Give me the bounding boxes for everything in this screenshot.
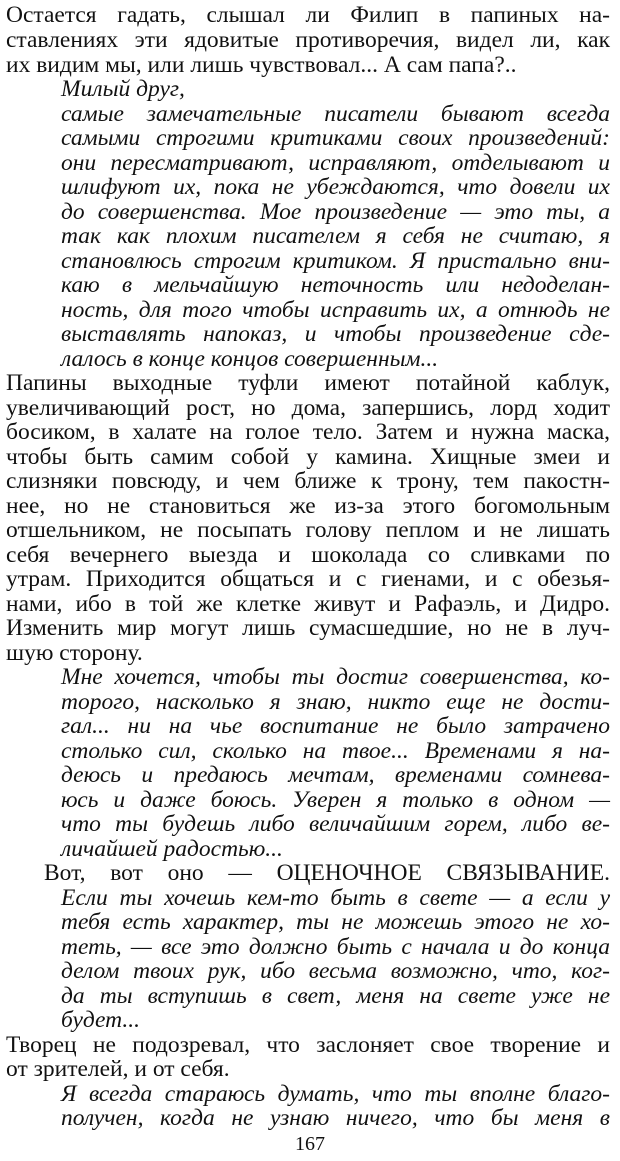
quote-line: теть, — все это должно быть с начала и до конца <box>61 934 610 960</box>
text-line: Творец не подозревал, что заслоняет свое творение и <box>6 1032 610 1058</box>
quote-line: становлюсь строгим критиком. Я пристально вни- <box>61 248 610 274</box>
quote-line: деюсь и предаюсь мечтам, временами сомнева- <box>61 762 610 788</box>
quote-line: делом твоих рук, ибо весьма возможно, что, ког- <box>61 958 610 984</box>
quote-line: личайшей радостью... <box>61 836 283 862</box>
quote-line: что ты будешь либо величайшим горем, либо ве- <box>61 811 610 837</box>
quote-line: лалось в конце концов совершенным... <box>61 346 439 372</box>
quote-line: да ты вступишь в свет, меня на свете уже не <box>61 983 610 1009</box>
text-line: Папины выходные туфли имеют потайной каблук, <box>6 370 610 396</box>
quote-line: самые замечательные писатели бывают всегда <box>61 101 610 127</box>
text-line: себя вечернего выезда и шоколада со сливками по <box>6 542 610 568</box>
text-line: босиком, в халате на голое тело. Затем и нужна маска, <box>6 419 610 445</box>
quote-line: получен, когда не узнаю ничего, что бы меня в <box>61 1105 610 1131</box>
text-line: Остается гадать, слышал ли Филип в папиных на- <box>6 2 610 28</box>
quote-line: самыми строгими критиками своих произведений: <box>61 125 610 151</box>
text-line: нее, но не становиться же из-за этого богомольным <box>6 493 610 519</box>
quote-line: будет... <box>61 1007 141 1033</box>
text-line: их видим мы, или лишь чувствовал... А сам папа?.. <box>6 52 517 78</box>
text-line: слизняки повсюду, и чем ближе к трону, тем пакостн- <box>6 468 610 494</box>
text-line: отшельником, не посыпать голову пеплом и не лишать <box>6 517 610 543</box>
quote-line: Я всегда стараюсь думать, что ты вполне благо- <box>61 1081 610 1107</box>
quote-line: юсь и даже боюсь. Уверен я только в одном — <box>61 787 610 813</box>
quote-line: Если ты хочешь кем-то быть в свете — а если у <box>61 885 610 911</box>
page-number: 167 <box>295 1133 325 1155</box>
quote-line: гал... ни на чье воспитание не было затрачено <box>61 713 610 739</box>
quote-line: Мне хочется, чтобы ты достиг совершенства, ко- <box>61 664 610 690</box>
quote-line: так как плохим писателем я себя не считаю, я <box>61 223 610 249</box>
text-line: нами, ибо в той же клетке живут и Рафаэль, и Дидро. <box>6 591 610 617</box>
text-line: Изменить мир могут лишь сумасшедшие, но не в луч- <box>6 615 610 641</box>
text-line-remark: Вот, вот оно — ОЦЕНОЧНОЕ СВЯЗЫВАНИЕ. <box>44 860 610 886</box>
text-line: чтобы быть самим собой у камина. Хищные змеи и <box>6 444 610 470</box>
quote-line: шлифуют их, пока не убеждаются, что довели их <box>61 174 610 200</box>
text-line: утрам. Приходится общаться и с гиенами, и с обезья- <box>6 566 610 592</box>
text-line: увеличивающий рост, но дома, запершись, лорд ходит <box>6 395 610 421</box>
text-line: шую сторону. <box>6 640 143 666</box>
quote-line: торого, насколько я знаю, никто еще не дости- <box>61 689 610 715</box>
quote-line: они пересматривают, исправляют, отделывают и <box>61 150 610 176</box>
quote-line: выставлять напоказ, и чтобы произведение сде- <box>61 321 610 347</box>
quote-line: Милый друг, <box>61 76 185 102</box>
quote-line: каю в мельчайшую неточность или недоделан- <box>61 272 610 298</box>
text-line: ставлениях эти ядовитые противоречия, видел ли, как <box>6 27 610 53</box>
quote-line: до совершенства. Мое произведение — это ты, а <box>61 199 610 225</box>
quote-line: ность, для того чтобы исправить их, а отнюдь не <box>61 297 610 323</box>
text-line: от зрителей, и от себя. <box>6 1056 230 1082</box>
quote-line: столько сил, сколько на твое... Временами я на- <box>61 738 610 764</box>
quote-line: тебя есть характер, ты не можешь этого не хо- <box>61 909 610 935</box>
